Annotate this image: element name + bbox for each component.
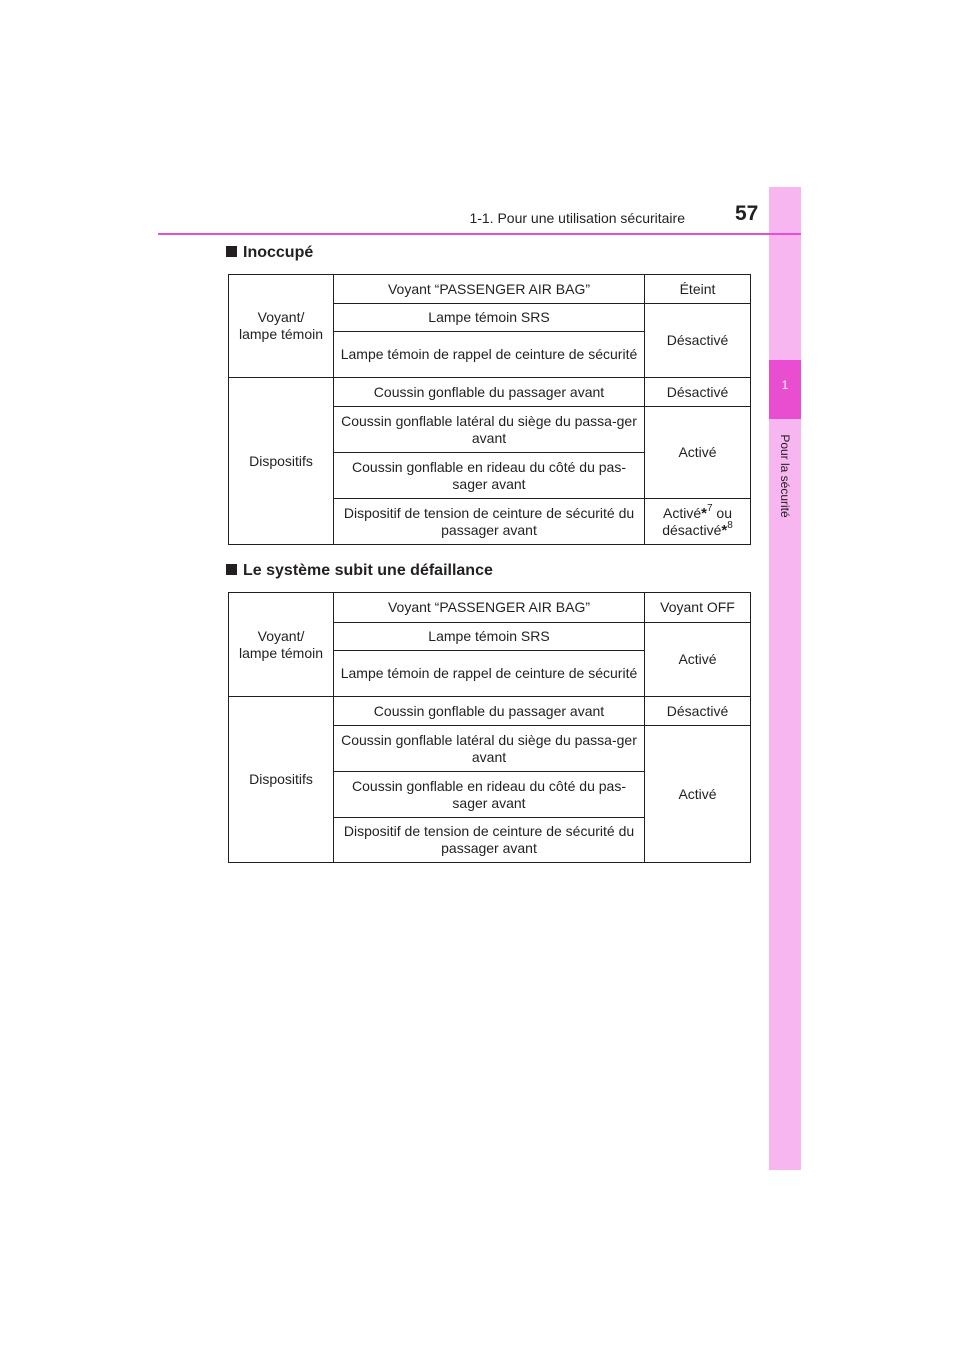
table-row: [229, 378, 751, 407]
state-cell: Activé: [645, 407, 751, 499]
section-bullet-icon: [226, 246, 237, 257]
item-cell: Coussin gonflable du passager avant: [334, 697, 645, 726]
item-cell: Dispositif de tension de ceinture de sécurité du passager avant: [334, 818, 645, 863]
header-rule: [158, 233, 801, 235]
state-activated: Activé: [663, 504, 702, 521]
page-number: 57: [735, 202, 759, 225]
item-cell: Voyant “PASSENGER AIR BAG”: [334, 275, 645, 304]
section-title-unoccupied: [226, 244, 313, 262]
footnote-star: *: [721, 521, 728, 539]
status-table-unoccupied: [228, 274, 751, 545]
state-cell-pretensioner: [645, 499, 751, 545]
item-cell: Lampe témoin de rappel de ceinture de sécurité: [334, 332, 645, 378]
item-cell: Lampe témoin SRS: [334, 623, 645, 651]
state-deactivated: désactivé: [662, 521, 722, 538]
item-cell: Coussin gonflable latéral du siège du passa-ger avant: [334, 726, 645, 772]
footnote-star: *: [701, 504, 707, 522]
footnote-ref: 8: [727, 519, 733, 531]
state-connector: ou: [712, 504, 732, 521]
section-title-malfunction: [226, 562, 493, 580]
group-label-indicators: Voyant/ lampe témoin: [229, 275, 334, 378]
state-cell: Activé: [645, 726, 751, 863]
header-section-title: 1-1. Pour une utilisation sécuritaire: [469, 210, 685, 226]
chapter-number: 1: [781, 378, 789, 392]
state-cell: Désactivé: [645, 378, 751, 407]
state-cell: Activé: [645, 623, 751, 697]
chapter-sidebar: [769, 187, 801, 1170]
section-title-text: Inoccupé: [243, 244, 314, 261]
item-cell: Voyant “PASSENGER AIR BAG”: [334, 593, 645, 623]
section-title-text: Le système subit une défaillance: [243, 562, 493, 579]
table-row: [229, 275, 751, 304]
footnote-ref: 7: [706, 502, 713, 514]
item-cell: Coussin gonflable du passager avant: [334, 378, 645, 407]
item-cell: Lampe témoin de rappel de ceinture de sécurité: [334, 651, 645, 697]
chapter-label: Pour la sécurité: [778, 434, 792, 518]
state-cell: Voyant OFF: [645, 593, 751, 623]
state-cell: Éteint: [645, 275, 751, 304]
item-cell: Dispositif de tension de ceinture de sécurité du passager avant: [334, 499, 645, 545]
state-cell: Désactivé: [645, 304, 751, 378]
group-label-indicators: Voyant/ lampe témoin: [229, 593, 334, 697]
item-cell: Coussin gonflable en rideau du côté du pas-sager avant: [334, 772, 645, 818]
group-label-devices: Dispositifs: [229, 697, 334, 863]
state-cell: Désactivé: [645, 697, 751, 726]
item-cell: Coussin gonflable en rideau du côté du pas-sager avant: [334, 453, 645, 499]
status-table-malfunction: [228, 592, 751, 863]
table-row: [229, 697, 751, 726]
section-bullet-icon: [226, 564, 237, 575]
item-cell: Coussin gonflable latéral du siège du passa-ger avant: [334, 407, 645, 453]
table-row: [229, 593, 751, 623]
item-cell: Lampe témoin SRS: [334, 304, 645, 332]
group-label-devices: Dispositifs: [229, 378, 334, 545]
